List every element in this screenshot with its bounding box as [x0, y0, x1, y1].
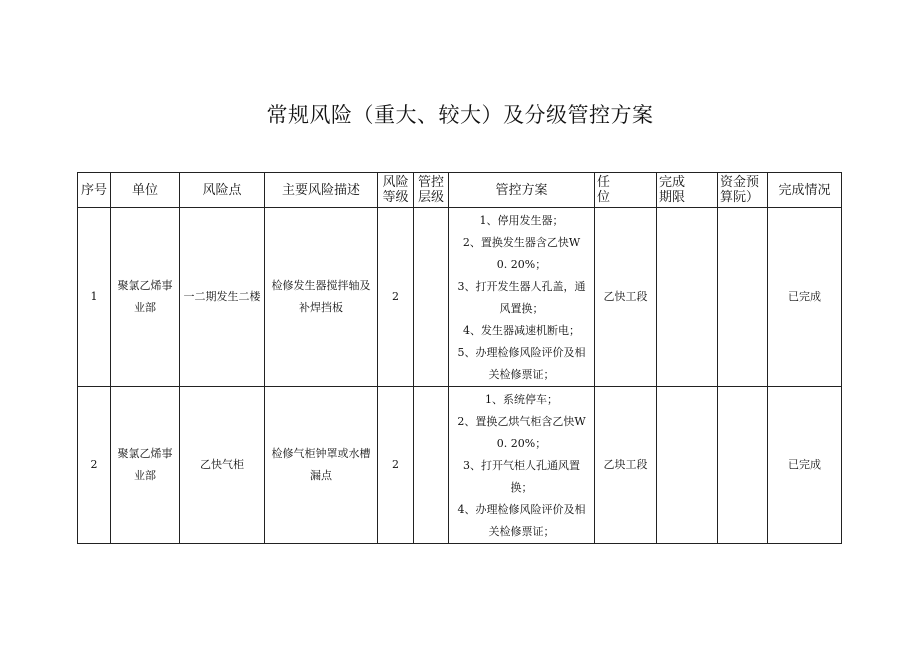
- cell-seq: 2: [78, 387, 111, 544]
- plan-step: 4、办理检修风险评价及相: [457, 503, 586, 516]
- cell-funding: [718, 208, 768, 387]
- header-funding-text: 资金预算阮）: [720, 175, 760, 205]
- cell-plan: [449, 387, 595, 544]
- cell-risk-point: 一二期发生二楼: [180, 208, 265, 387]
- plan-step: 0. 20%；: [496, 258, 547, 271]
- header-responsible-text: 任位: [597, 175, 611, 205]
- cell-unit-text: 聚氯乙烯事业部: [117, 279, 173, 314]
- cell-risk-level: 2: [378, 387, 414, 544]
- cell-risk-level: 2: [378, 208, 414, 387]
- cell-status: 已完成: [768, 208, 842, 387]
- cell-description-text: 检修发生器搅拌轴及补焊挡板: [271, 279, 371, 314]
- plan-step: 0. 20%；: [496, 437, 547, 450]
- plan-step: 风置换；: [499, 302, 544, 315]
- plan-step: 5、办理检修风险评价及相: [457, 346, 586, 359]
- plan-step: 3、打开气柜人孔通风置: [463, 459, 580, 472]
- table-row: [78, 208, 842, 387]
- plan-step: 1、停用发生器；: [479, 214, 564, 227]
- cell-description: [265, 387, 378, 544]
- header-funding: [718, 173, 768, 208]
- header-unit: 单位: [111, 173, 180, 208]
- cell-responsible: 乙快工段: [595, 208, 657, 387]
- header-control-level: [414, 173, 449, 208]
- plan-step: 1、系统停车；: [485, 393, 558, 406]
- header-plan: 管控方案: [449, 173, 595, 208]
- header-description: 主要风险描述: [265, 173, 378, 208]
- plan-step: 2、置换发生器含乙快W: [462, 236, 581, 249]
- table-header-row: [78, 173, 842, 208]
- header-status: 完成情况: [768, 173, 842, 208]
- cell-status: 已完成: [768, 387, 842, 544]
- cell-seq: 1: [78, 208, 111, 387]
- cell-funding: [718, 387, 768, 544]
- cell-description-text: 检修气柜钟罩或水槽漏点: [271, 447, 371, 482]
- cell-control-level: [414, 387, 449, 544]
- plan-step: 关检修票证；: [488, 525, 555, 538]
- header-seq: 序号: [78, 173, 111, 208]
- header-risk-point: 风险点: [180, 173, 265, 208]
- header-deadline-text: 完成期限: [659, 175, 686, 205]
- cell-unit: [111, 208, 180, 387]
- cell-control-level: [414, 208, 449, 387]
- header-responsible: [595, 173, 657, 208]
- header-control-level-text: 管控层级: [417, 175, 444, 205]
- cell-unit-text: 聚氯乙烯事业部: [117, 447, 173, 482]
- cell-deadline: [657, 387, 718, 544]
- plan-step: 2、置换乙烘气柜含乙快W: [457, 415, 586, 428]
- risk-control-table: [77, 172, 842, 544]
- plan-step: 换；: [510, 481, 533, 494]
- cell-deadline: [657, 208, 718, 387]
- cell-plan: [449, 208, 595, 387]
- cell-risk-point: 乙快气柜: [180, 387, 265, 544]
- plan-step: 3、打开发生器人孔盖，通: [457, 280, 586, 293]
- table-row: [78, 387, 842, 544]
- document-title: 常规风险（重大、较大）及分级管控方案: [266, 103, 654, 127]
- cell-description: [265, 208, 378, 387]
- plan-step: 关检修票证；: [488, 368, 555, 381]
- header-risk-level: [378, 173, 414, 208]
- plan-step: 4、发生器减速机断电；: [463, 324, 580, 337]
- header-deadline: [657, 173, 718, 208]
- cell-unit: [111, 387, 180, 544]
- cell-responsible: 乙块工段: [595, 387, 657, 544]
- header-risk-level-text: 风险等级: [382, 175, 409, 205]
